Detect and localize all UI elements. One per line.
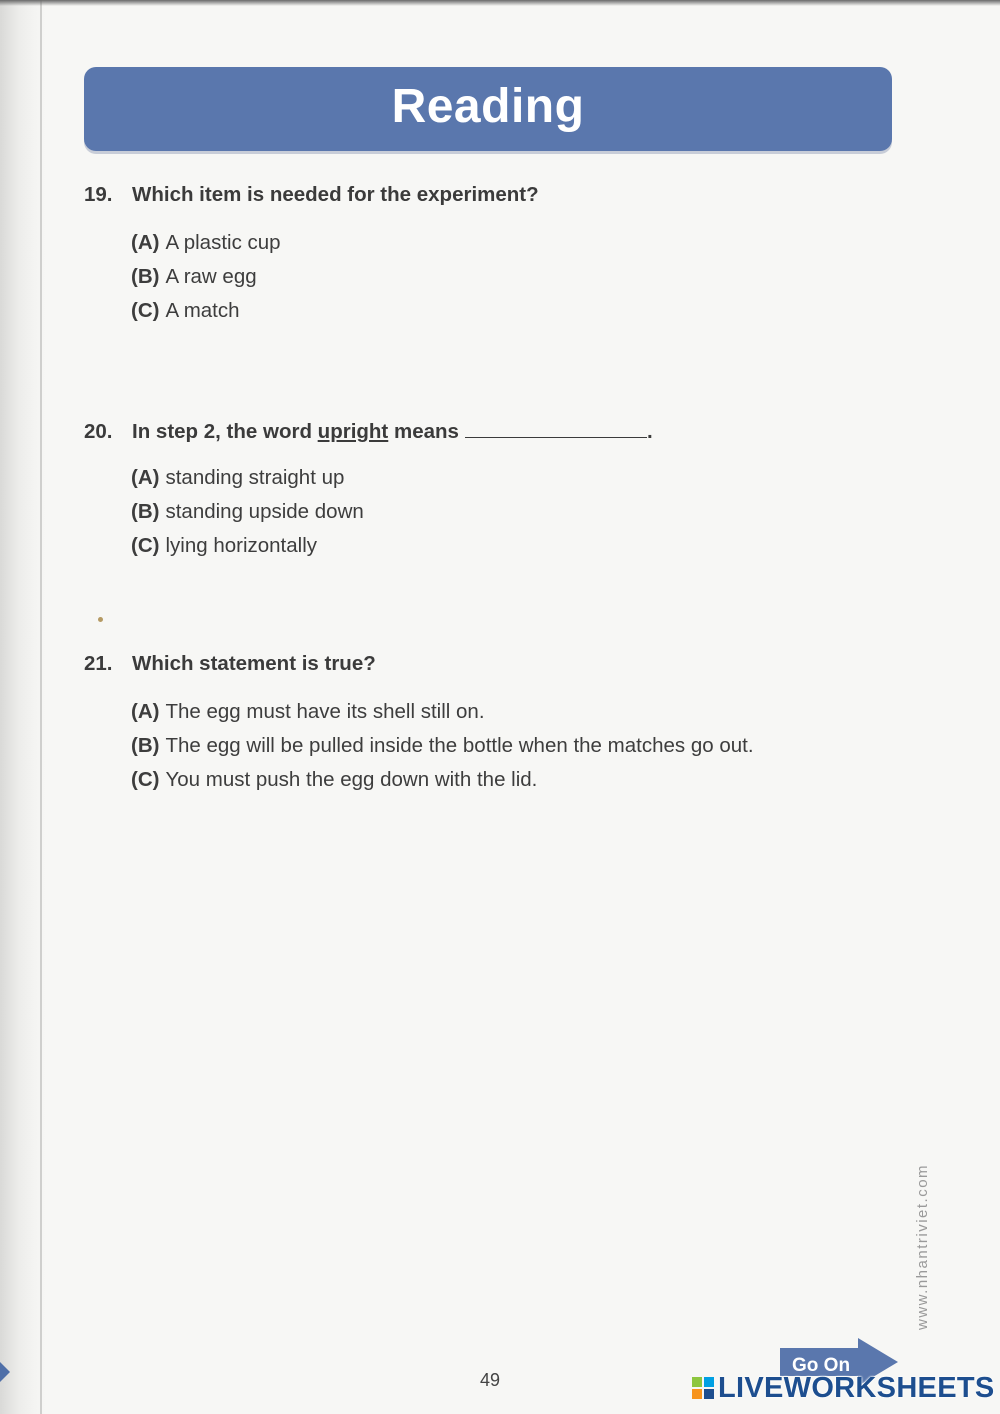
- option-letter: (A): [131, 466, 160, 489]
- question-text: Which statement is true?: [132, 652, 376, 675]
- question-number: 21.: [84, 652, 113, 675]
- option-letter: (A): [131, 700, 160, 723]
- page-number: 49: [480, 1370, 501, 1390]
- option-text: The egg will be pulled inside the bottle when the matches go out.: [165, 734, 754, 757]
- liveworksheets-text: LIVEWORKSHEETS: [718, 1372, 995, 1404]
- question-19-option-c[interactable]: [131, 299, 240, 323]
- question-21-option-a[interactable]: [131, 700, 485, 724]
- question-21-option-c[interactable]: [131, 768, 537, 792]
- option-text: The egg must have its shell still on.: [165, 700, 485, 723]
- section-banner: [84, 67, 892, 151]
- option-letter: (C): [131, 768, 160, 791]
- question-19-option-b[interactable]: [131, 265, 257, 289]
- option-letter: (C): [131, 299, 160, 322]
- page-top-edge: [0, 0, 1000, 6]
- underlined-word: upright: [317, 420, 389, 443]
- option-text: A match: [165, 299, 240, 322]
- question-20-option-c[interactable]: [131, 534, 317, 558]
- option-letter: (B): [131, 734, 160, 757]
- question-21-option-b[interactable]: [131, 734, 754, 758]
- option-letter: (B): [131, 265, 160, 288]
- question-19-option-a[interactable]: [131, 231, 281, 255]
- option-text: You must push the egg down with the lid.: [165, 768, 538, 791]
- question-19: [84, 183, 539, 207]
- question-20: [84, 419, 653, 444]
- left-edge-marker: [0, 1362, 10, 1382]
- question-text: Which item is needed for the experiment?: [132, 183, 539, 206]
- publisher-website: www.nhantriviet.com: [914, 1163, 931, 1330]
- go-on-label: Go On: [792, 1355, 851, 1376]
- answer-blank: [465, 419, 647, 438]
- question-20-option-b[interactable]: [131, 500, 364, 524]
- book-gutter-line: [40, 0, 42, 1414]
- option-text: standing straight up: [165, 466, 345, 489]
- question-text-before: In step 2, the word: [132, 420, 312, 443]
- question-21: [84, 652, 376, 676]
- option-text: A plastic cup: [165, 231, 281, 254]
- liveworksheets-watermark[interactable]: [692, 1372, 995, 1405]
- option-letter: (C): [131, 534, 160, 557]
- option-text: A raw egg: [165, 265, 257, 288]
- scan-speck: [98, 617, 103, 622]
- end-punctuation: .: [646, 420, 653, 443]
- option-text: lying horizontally: [165, 534, 318, 557]
- question-text-after: means: [393, 420, 459, 443]
- option-letter: (A): [131, 231, 160, 254]
- page-title: Reading: [391, 79, 585, 133]
- question-number: 19.: [84, 183, 113, 206]
- option-letter: (B): [131, 500, 160, 523]
- question-number: 20.: [84, 420, 113, 443]
- liveworksheets-logo-icon: [692, 1377, 716, 1401]
- option-text: standing upside down: [165, 500, 364, 523]
- question-20-option-a[interactable]: [131, 466, 344, 490]
